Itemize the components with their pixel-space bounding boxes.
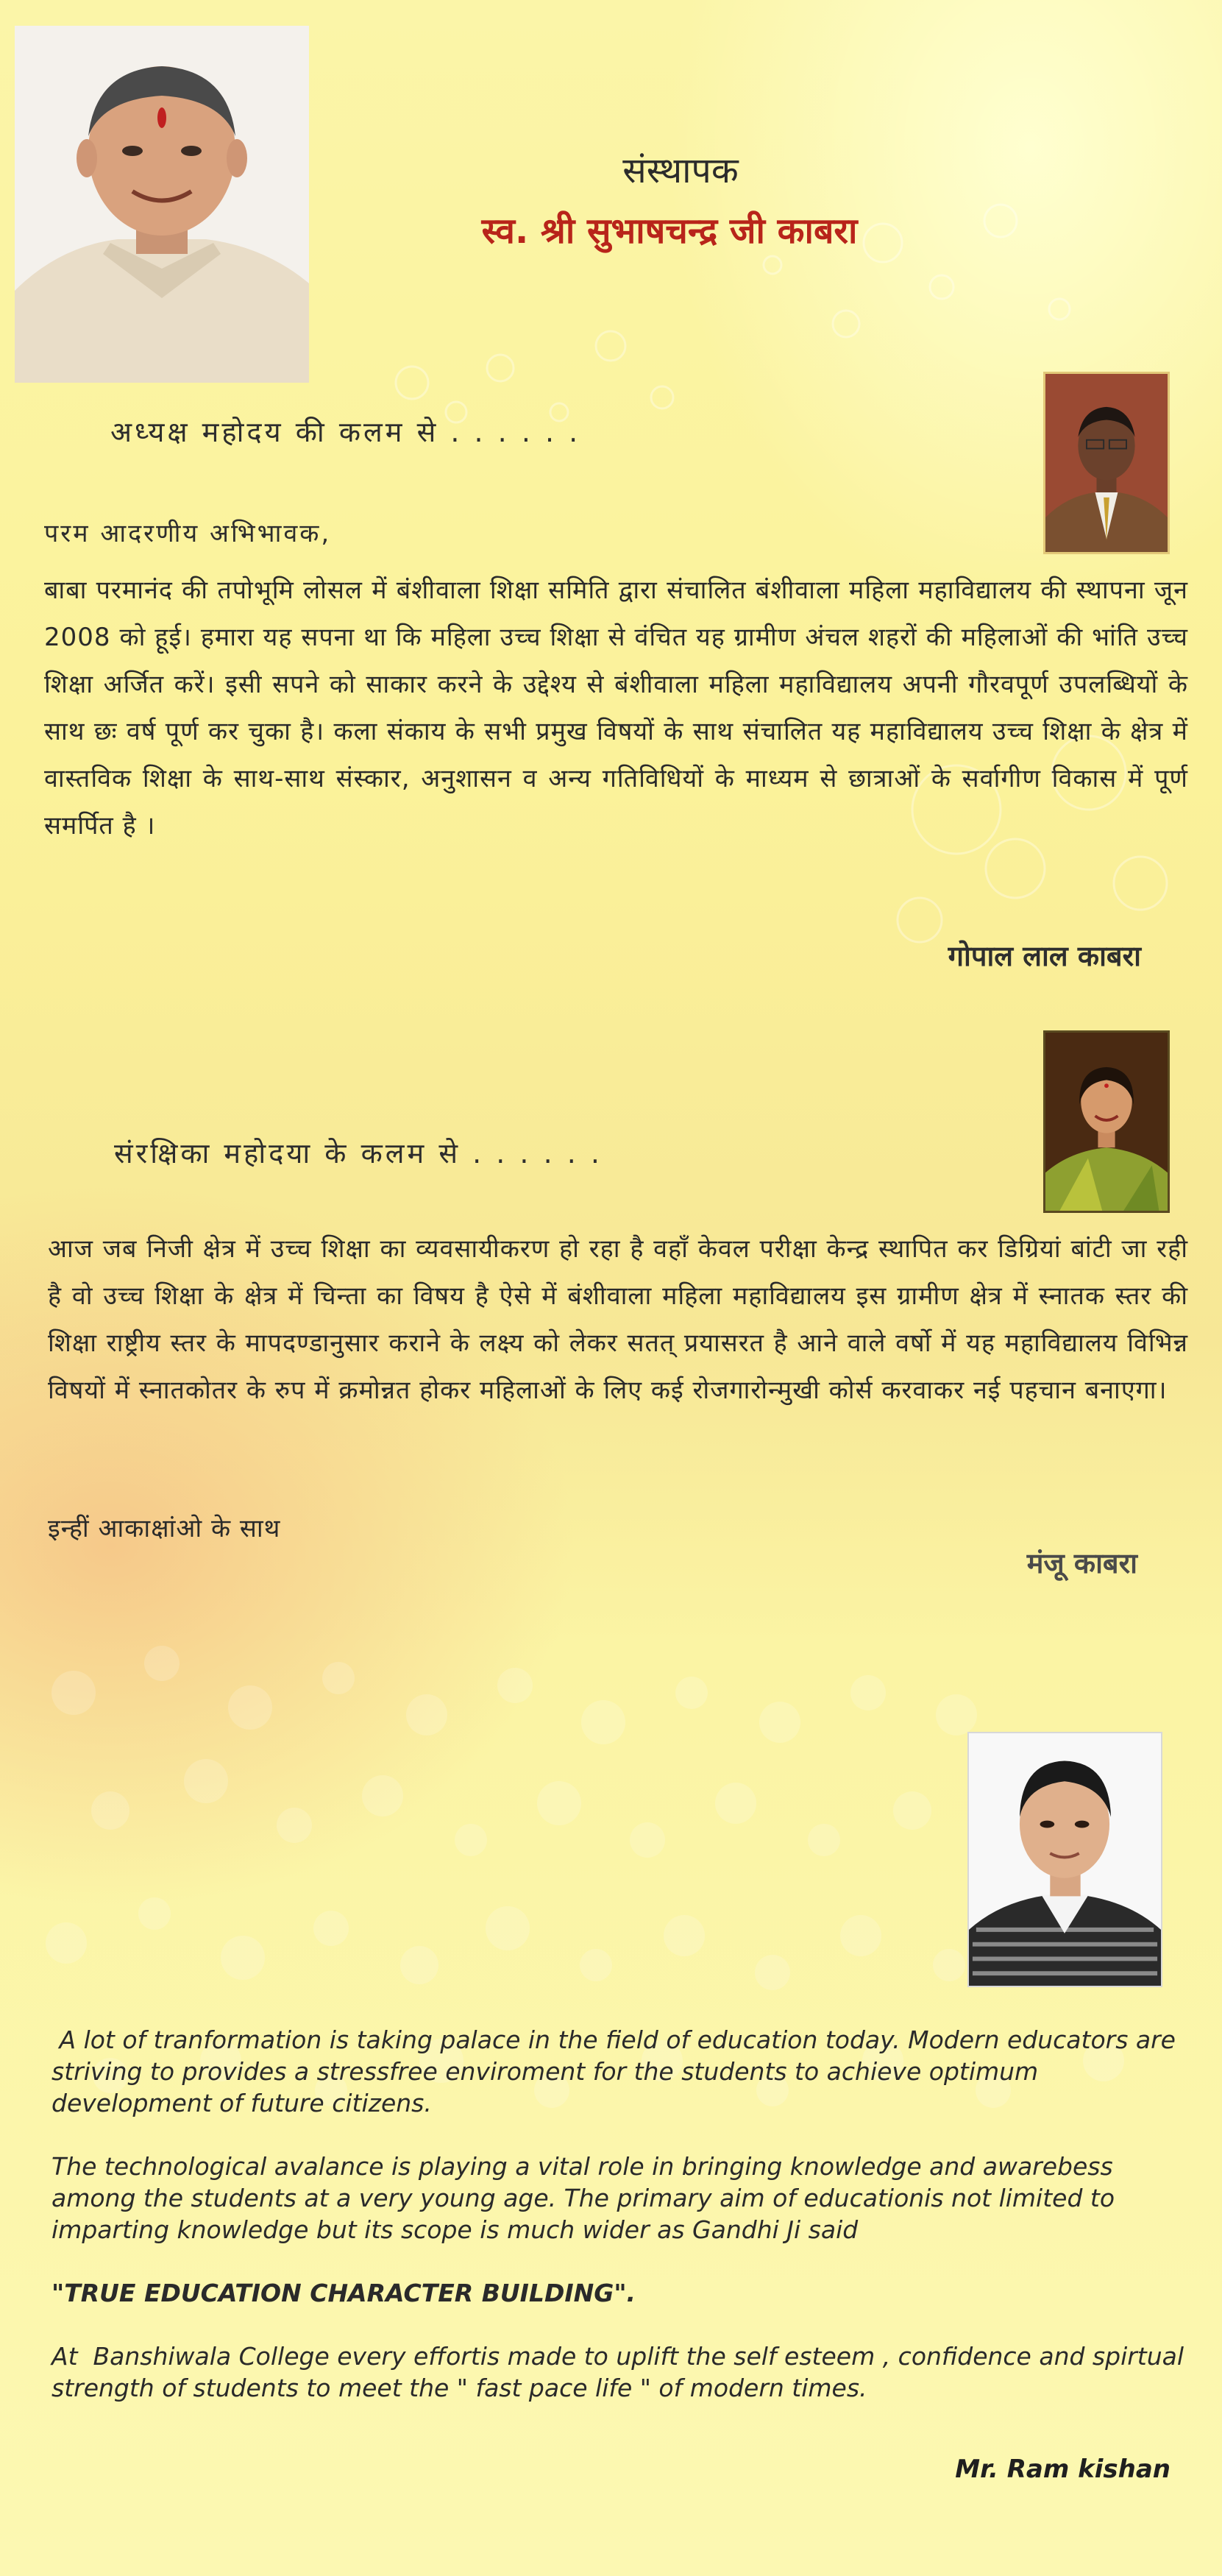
president-photo	[1043, 372, 1170, 554]
principal-paragraph-3: At Banshiwala College every effortis made to uplift the self esteem , confidence and spirtual strength of students to meet the " fast pace life " of modern times.	[51, 2342, 1192, 2402]
gandhi-quote: "TRUE EDUCATION CHARACTER BUILDING".	[51, 2279, 636, 2307]
founder-name: स्व. श्री सुभाषचन्द्र जी काबरा	[481, 210, 858, 252]
patron-heading: संरक्षिका महोदया के कलम से . . . . . .	[114, 1137, 603, 1170]
founder-photo	[15, 26, 309, 383]
principal-message	[51, 2024, 1192, 2435]
principal-signature: Mr. Ram kishan	[955, 2455, 1171, 2484]
patron-closing: इन्हीं आकाक्षांओ के साथ	[48, 1514, 281, 1543]
president-message: बाबा परमानंद की तपोभूमि लोसल में बंशीवाला शिक्षा समिति द्वारा संचालित बंशीवाला महिला महाविद्यालय की स्थापना जून 2008 को हूई। हमारा यह सपना था कि महिला उच्च शिक्षा से वंचित यह ग्रामीण अंचल शहरों की महिलाओं की भांति उच्च शिक्षा अर्जित करें। इसी सपने को साकार करने के उद्देश्य से बंशीवाला महिला महाविद्यालय अपनी गौरवपूर्ण उपलब्धियों के साथ छः वर्ष पूर्ण कर चुका है। कला संकाय के सभी प्रमुख विषयों के साथ संचालित यह महाविद्यालय उच्च शिक्षा के क्षेत्र में वास्तविक शिक्षा के साथ-साथ संस्कार, अनुशासन व अन्य गतिविधियों के माध्यम से छात्राओं के सर्वागीण विकास में पूर्ण समर्पित है ।	[44, 576, 1188, 841]
founder-label: संस्थापक	[622, 150, 739, 191]
salutation: परम आदरणीय अभिभावक,	[44, 519, 332, 548]
patron-signature: मंजू काबरा	[1026, 1547, 1137, 1579]
president-heading: अध्यक्ष महोदय की कलम से . . . . . .	[110, 416, 581, 448]
patron-photo	[1043, 1030, 1170, 1213]
principal-paragraph-1: A lot of tranformation is taking palace in the field of education today. Modern educators are striving to provides a stressfree enviroment for the students to achieve optimum development of future citizens.	[51, 2025, 1184, 2117]
president-signature: गोपाल लाल काबरा	[948, 940, 1141, 972]
principal-paragraph-2: The technological avalance is playing a vital role in bringing knowledge and awarebess among the students at a very young age. The primary aim of educationis not limited to imparting knowledge but its scope is much wider as Gandhi Ji said	[51, 2152, 1115, 2244]
patron-message: आज जब निजी क्षेत्र में उच्च शिक्षा का व्यवसायीकरण हो रहा है वहाँ केवल परीक्षा केन्द्र स्थापित कर डिग्रियां बांटी जा रही है वो उच्च शिक्षा के क्षेत्र में चिन्ता का विषय है ऐसे में बंशीवाला महिला महाविद्यालय इस ग्रामीण क्षेत्र में स्नातक स्तर की शिक्षा राष्ट्रीय स्तर के मापदण्डानुसार कराने के लक्ष्य को लेकर सतत् प्रयासरत है आने वाले वर्षो में यह महाविद्यालय विभिन्न विषयों में स्नातकोतर के रुप में क्रमोन्नत होकर महिलाओं के लिए कई रोजगारोन्मुखी कोर्स करवाकर नई पहचान बनाएगा।	[48, 1234, 1188, 1405]
principal-photo	[967, 1732, 1162, 1987]
